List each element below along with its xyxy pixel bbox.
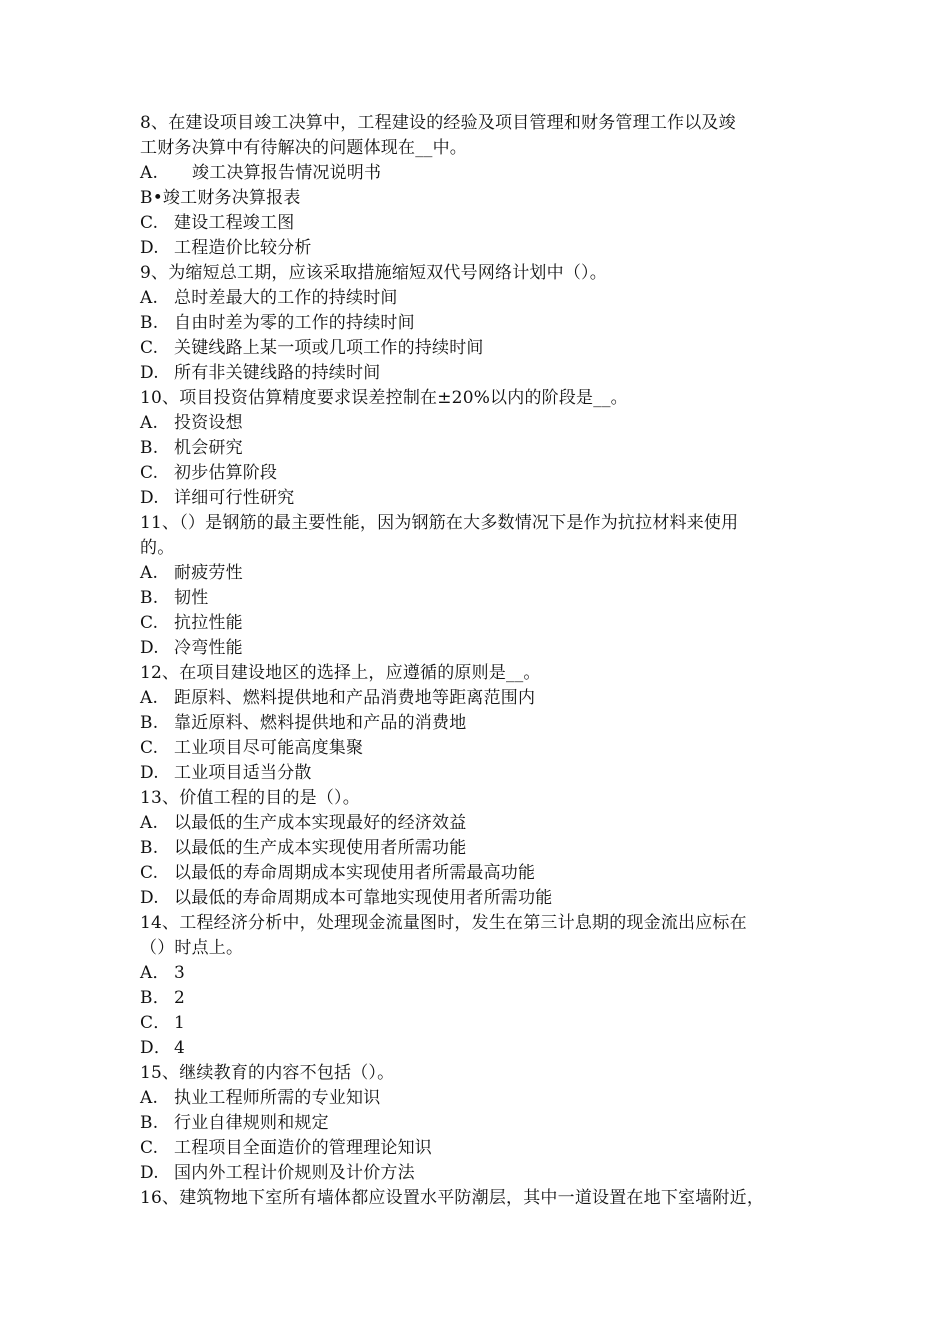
question-stem-continuation: 的。 bbox=[140, 538, 175, 558]
answer-option bbox=[140, 336, 820, 361]
option-label: A. bbox=[140, 163, 159, 183]
option-label: B. bbox=[140, 588, 159, 608]
option-text: 工业项目适当分散 bbox=[174, 763, 312, 783]
question-block bbox=[140, 511, 820, 661]
option-label: B. bbox=[140, 838, 159, 858]
question-stem: 10、项目投资估算精度要求误差控制在±20%以内的阶段是__。 bbox=[140, 388, 628, 408]
option-text: 总时差最大的工作的持续时间 bbox=[174, 288, 398, 308]
option-label: C. bbox=[140, 1138, 159, 1158]
option-text: 以最低的寿命周期成本实现使用者所需最高功能 bbox=[174, 863, 536, 883]
option-label: A. bbox=[140, 288, 159, 308]
option-label: B. bbox=[140, 313, 159, 333]
option-label: D. bbox=[140, 763, 159, 783]
question-block bbox=[140, 111, 820, 261]
answer-option bbox=[140, 461, 820, 486]
option-label: A. bbox=[140, 688, 159, 708]
answer-option bbox=[140, 486, 820, 511]
option-label: A． bbox=[140, 963, 170, 983]
question-stem: 12、在项目建设地区的选择上，应遵循的原则是__。 bbox=[140, 663, 541, 683]
option-label: C. bbox=[140, 613, 159, 633]
answer-option bbox=[140, 1136, 820, 1161]
option-text: 以最低的生产成本实现最好的经济效益 bbox=[174, 813, 467, 833]
option-label: A. bbox=[140, 413, 159, 433]
answer-option bbox=[140, 861, 820, 886]
option-text: 韧性 bbox=[174, 588, 209, 608]
option-text: 以最低的生产成本实现使用者所需功能 bbox=[174, 838, 467, 858]
answer-option bbox=[140, 436, 820, 461]
option-text: 投资设想 bbox=[174, 413, 243, 433]
option-text: 4 bbox=[174, 1038, 186, 1058]
question-stem: 8、在建设项目竣工决算中，工程建设的经验及项目管理和财务管理工作以及竣 bbox=[140, 113, 736, 133]
option-text: 靠近原料、燃料提供地和产品的消费地 bbox=[174, 713, 467, 733]
answer-option bbox=[140, 236, 820, 261]
question-stem-continuation: 工财务决算中有待解决的问题体现在__中。 bbox=[140, 138, 467, 158]
option-label: D. bbox=[140, 238, 159, 258]
option-text: 详细可行性研究 bbox=[174, 488, 295, 508]
option-text: 1 bbox=[174, 1013, 186, 1033]
option-label: C． bbox=[140, 1013, 171, 1033]
option-label: C. bbox=[140, 213, 159, 233]
question-stem: 14、工程经济分析中，处理现金流量图时，发生在第三计息期的现金流出应标在 bbox=[140, 913, 747, 933]
answer-option bbox=[140, 286, 820, 311]
option-label: D． bbox=[140, 1038, 172, 1058]
option-text: 行业自律规则和规定 bbox=[174, 1113, 329, 1133]
option-label: C. bbox=[140, 863, 159, 883]
question-block bbox=[140, 1061, 820, 1186]
option-text: 距原料、燃料提供地和产品消费地等距离范围内 bbox=[174, 688, 536, 708]
option-label: B. bbox=[140, 713, 159, 733]
option-label: C. bbox=[140, 463, 159, 483]
answer-option bbox=[140, 411, 820, 436]
option-text: 耐疲劳性 bbox=[174, 563, 243, 583]
option-text: 机会研究 bbox=[174, 438, 243, 458]
option-label: C. bbox=[140, 338, 159, 358]
answer-option bbox=[140, 1161, 820, 1186]
question-block bbox=[140, 1186, 820, 1211]
option-text: 建设工程竣工图 bbox=[174, 213, 295, 233]
answer-option bbox=[140, 811, 820, 836]
answer-option bbox=[140, 986, 820, 1011]
question-stem: 15、继续教育的内容不包括（）。 bbox=[140, 1063, 395, 1083]
option-text: 工程造价比较分析 bbox=[174, 238, 312, 258]
answer-option bbox=[140, 961, 820, 986]
answer-option bbox=[140, 636, 820, 661]
option-text: 竣工决算报告情况说明书 bbox=[192, 163, 382, 183]
question-stem-continuation: （）时点上。 bbox=[140, 938, 244, 958]
option-text: 工业项目尽可能高度集聚 bbox=[174, 738, 364, 758]
option-label: D. bbox=[140, 638, 159, 658]
option-text: 2 bbox=[174, 988, 186, 1008]
option-label: D. bbox=[140, 363, 159, 383]
question-list bbox=[140, 111, 820, 1211]
question-stem: 13、价值工程的目的是（）。 bbox=[140, 788, 360, 808]
option-text: 自由时差为零的工作的持续时间 bbox=[174, 313, 415, 333]
option-label: B. bbox=[140, 438, 159, 458]
answer-option bbox=[140, 361, 820, 386]
answer-option bbox=[140, 311, 820, 336]
answer-option bbox=[140, 586, 820, 611]
question-block bbox=[140, 261, 820, 386]
answer-option bbox=[140, 736, 820, 761]
option-label: B• bbox=[140, 188, 163, 208]
option-label: D. bbox=[140, 1163, 159, 1183]
option-text: 抗拉性能 bbox=[174, 613, 243, 633]
answer-option bbox=[140, 561, 820, 586]
option-label: D. bbox=[140, 488, 159, 508]
option-text: 初步估算阶段 bbox=[174, 463, 278, 483]
question-block bbox=[140, 786, 820, 911]
answer-option bbox=[140, 836, 820, 861]
option-label: B． bbox=[140, 988, 170, 1008]
option-text: 工程项目全面造价的管理理论知识 bbox=[174, 1138, 432, 1158]
option-text: 竣工财务决算报表 bbox=[162, 188, 301, 208]
option-text: 关键线路上某一项或几项工作的持续时间 bbox=[174, 338, 484, 358]
question-block bbox=[140, 386, 820, 511]
answer-option bbox=[140, 686, 820, 711]
option-text: 以最低的寿命周期成本可靠地实现使用者所需功能 bbox=[174, 888, 553, 908]
answer-option bbox=[140, 886, 820, 911]
question-block bbox=[140, 661, 820, 786]
answer-option bbox=[140, 161, 820, 186]
option-text: 3 bbox=[174, 963, 186, 983]
option-text: 冷弯性能 bbox=[174, 638, 243, 658]
option-label: B. bbox=[140, 1113, 159, 1133]
question-stem: 11、（）是钢筋的最主要性能，因为钢筋在大多数情况下是作为抗拉材料来使用 bbox=[140, 513, 739, 533]
option-text: 所有非关键线路的持续时间 bbox=[174, 363, 381, 383]
answer-option bbox=[140, 1086, 820, 1111]
question-stem: 16、建筑物地下室所有墙体都应设置水平防潮层，其中一道设置在地下室墙附近， bbox=[140, 1188, 765, 1208]
option-label: A. bbox=[140, 1088, 159, 1108]
option-label: A. bbox=[140, 563, 159, 583]
question-block bbox=[140, 911, 820, 1061]
option-text: 执业工程师所需的专业知识 bbox=[174, 1088, 381, 1108]
answer-option bbox=[140, 186, 820, 211]
answer-option bbox=[140, 1111, 820, 1136]
option-label: C. bbox=[140, 738, 159, 758]
question-stem: 9、为缩短总工期，应该采取措施缩短双代号网络计划中（）。 bbox=[140, 263, 607, 283]
answer-option bbox=[140, 761, 820, 786]
answer-option bbox=[140, 1011, 820, 1036]
answer-option bbox=[140, 611, 820, 636]
answer-option bbox=[140, 711, 820, 736]
answer-option bbox=[140, 211, 820, 236]
option-label: D. bbox=[140, 888, 159, 908]
option-text: 国内外工程计价规则及计价方法 bbox=[174, 1163, 415, 1183]
option-label: A. bbox=[140, 813, 159, 833]
answer-option bbox=[140, 1036, 820, 1061]
